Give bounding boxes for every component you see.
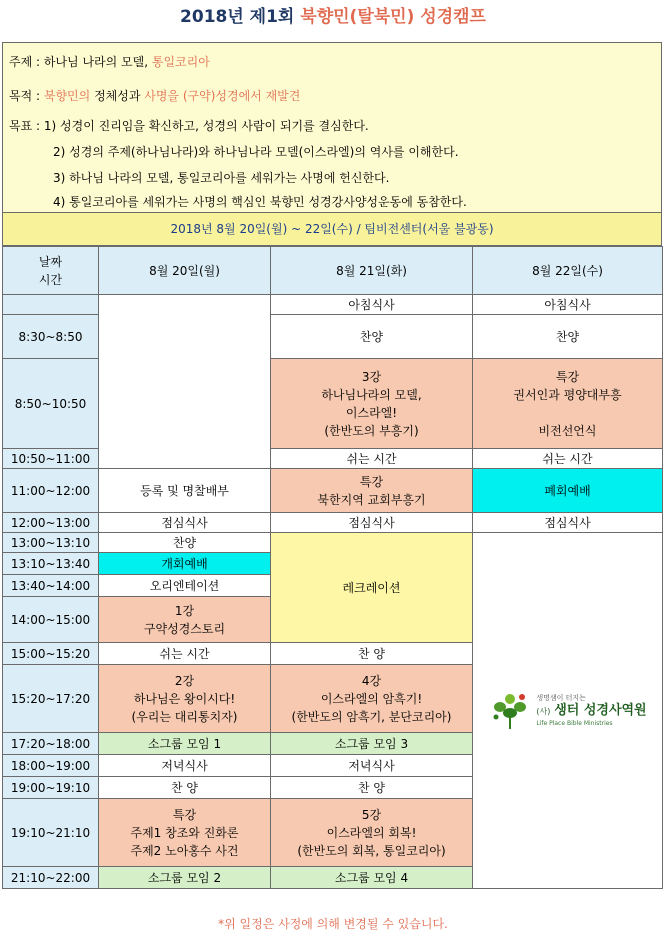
day2-group4: 소그룹 모임 4: [271, 867, 473, 889]
time-cell: 19:10~21:10: [3, 799, 99, 867]
day3-break: 쉬는 시간: [473, 449, 663, 469]
logo-text: [536, 692, 646, 730]
day2-lecture5: [271, 799, 473, 867]
day1-special-label: 특강: [172, 807, 197, 822]
lecture2-num: 2강: [174, 673, 195, 688]
lecture5-note: (한반도의 회복, 통일코리아): [297, 843, 446, 858]
corner-time: 시간: [38, 272, 63, 287]
time-cell: 15:20~17:20: [3, 665, 99, 733]
logo-english: Life Place Bible Ministries: [536, 719, 613, 727]
table-row: [3, 295, 663, 315]
day1-opening: 개회예배: [99, 553, 271, 575]
purpose-mid: 정체성과: [90, 89, 145, 103]
day2-group3: 소그룹 모임 3: [271, 733, 473, 755]
goal-label: 목표 :: [9, 119, 41, 133]
table-row: [3, 469, 663, 513]
lecture3-subtitle: 이스라엘!: [345, 405, 398, 420]
day3-lunch: 점심식사: [473, 513, 663, 533]
theme-line: [9, 53, 210, 70]
page-title: [0, 0, 666, 36]
lecture3-title: 하나님나라의 모델,: [321, 387, 422, 402]
day3-breakfast: 아침식사: [473, 295, 663, 315]
time-cell: 8:30~8:50: [3, 315, 99, 359]
info-box: [2, 42, 662, 212]
day3-logo-cell: [473, 533, 663, 889]
day2-break: 쉬는 시간: [271, 449, 473, 469]
lecture5-title: 이스라엘의 회복!: [326, 825, 417, 840]
goal-3: 3) 하나님 나라의 모델, 통일코리아를 세워가는 사명에 헌신한다.: [53, 171, 390, 185]
day2-breakfast: 아침식사: [271, 295, 473, 315]
logo-name: 생터 성경사역원: [554, 702, 647, 718]
day2-lecture3: [271, 359, 473, 449]
table-row: [3, 533, 663, 553]
time-cell: 19:00~19:10: [3, 777, 99, 799]
day3-special: [473, 359, 663, 449]
purpose-red2: 사명을 (구약)성경에서 재발견: [144, 89, 301, 103]
lecture1-title: 구약성경스토리: [143, 621, 226, 636]
theme-label: 주제 :: [9, 55, 41, 69]
purpose-red1: 북향민의: [43, 89, 91, 103]
header-day2: 8월 21일(화): [271, 247, 473, 295]
goal-2: 2) 성경의 주제(하나님나라)와 하나님나라 모델(이스라엘)의 역사를 이해한다.: [53, 145, 459, 159]
schedule-table: [2, 246, 663, 889]
lecture2-note: (우리는 대리통치자): [131, 709, 238, 724]
theme-red: 통일코리아: [151, 55, 210, 69]
day1-group2: 소그룹 모임 2: [99, 867, 271, 889]
table-header-row: [3, 247, 663, 295]
day3-vision: 비전선언식: [538, 423, 597, 438]
day1-lecture2: [99, 665, 271, 733]
day3-special-title: 권서인과 평양대부흥: [513, 387, 622, 402]
logo-prefix: (사): [536, 706, 551, 716]
day1-orientation: 오리엔테이션: [99, 575, 271, 597]
day2-praise: 찬양: [271, 315, 473, 359]
purpose-label: 목적 :: [9, 89, 41, 103]
table-row: [3, 513, 663, 533]
day1-lunch: 점심식사: [99, 513, 271, 533]
day1-praise2: 찬 양: [99, 777, 271, 799]
time-cell: 21:10~22:00: [3, 867, 99, 889]
time-cell: 14:00~15:00: [3, 597, 99, 643]
lecture3-num: 3강: [361, 369, 382, 384]
time-cell: 18:00~19:00: [3, 755, 99, 777]
day3-closing: 폐회예배: [473, 469, 663, 513]
day1-lecture1: [99, 597, 271, 643]
date-band: 2018년 8월 20일(월) ~ 22일(수) / 팀비전센터(서울 불광동): [2, 212, 662, 246]
lecture2-title: 하나님은 왕이시다!: [133, 691, 236, 706]
lecture4-title: 이스라엘의 암흑기!: [320, 691, 423, 706]
spacer: [473, 404, 662, 422]
time-cell: 10:50~11:00: [3, 449, 99, 469]
time-cell: 15:00~15:20: [3, 643, 99, 665]
day1-break: 쉬는 시간: [99, 643, 271, 665]
theme-text: 하나님 나라의 모델,: [43, 55, 152, 69]
day1-dinner: 저녁식사: [99, 755, 271, 777]
day2-praise2: 찬 양: [271, 643, 473, 665]
corner-date: 날짜: [38, 254, 63, 269]
header-day3: 8월 22일(수): [473, 247, 663, 295]
day2-lecture4: [271, 665, 473, 733]
time-cell: 17:20~18:00: [3, 733, 99, 755]
day2-special-title: 북한지역 교회부흥기: [317, 492, 426, 507]
time-cell: 11:00~12:00: [3, 469, 99, 513]
day1-registration: 등록 및 명찰배부: [99, 469, 271, 513]
lecture4-num: 4강: [361, 673, 382, 688]
time-cell: 8:50~10:50: [3, 359, 99, 449]
day3-praise: 찬양: [473, 315, 663, 359]
lecture3-note: (한반도의 부흥기): [324, 423, 419, 438]
leaf-logo-icon: [488, 691, 532, 731]
day2-special-label: 특강: [359, 474, 384, 489]
header-corner: [3, 247, 99, 295]
title-part1: 2018년 제1회: [180, 7, 301, 27]
purpose-line: [9, 87, 300, 104]
time-cell: 13:10~13:40: [3, 553, 99, 575]
lecture1-num: 1강: [174, 603, 195, 618]
title-part2: 북향민(탈북민) 성경캠프: [300, 7, 486, 27]
day2-dinner: 저녁식사: [271, 755, 473, 777]
day1-special-topic2: 주제2 노아홍수 사건: [130, 843, 239, 858]
day2-special: [271, 469, 473, 513]
time-cell: 13:40~14:00: [3, 575, 99, 597]
day1-praise: 찬양: [99, 533, 271, 553]
day1-special-topic1: 주제1 창조와 진화론: [130, 825, 239, 840]
time-cell-empty: [3, 295, 99, 315]
change-notice: *위 일정은 사정에 의해 변경될 수 있습니다.: [218, 917, 448, 931]
goal-1: 1) 성경이 진리임을 확신하고, 성경의 사람이 되기를 결심한다.: [43, 119, 369, 133]
day2-recreation: 레크레이션: [271, 533, 473, 643]
ministry-logo: [473, 691, 662, 731]
header-day1: 8월 20일(월): [99, 247, 271, 295]
day1-empty-morning: [99, 295, 271, 469]
goal-4: 4) 통일코리아를 세워가는 사명의 핵심인 북향민 성경강사양성운동에 동참한다.: [53, 195, 467, 209]
time-cell: 13:00~13:10: [3, 533, 99, 553]
lecture5-num: 5강: [361, 807, 382, 822]
lecture4-note: (한반도의 암흑기, 분단코리아): [291, 709, 452, 724]
goal-line-1: [9, 117, 369, 134]
logo-tagline: 생명샘이 터지는: [536, 693, 586, 702]
day3-special-label: 특강: [555, 369, 580, 384]
day1-special: [99, 799, 271, 867]
time-cell: 12:00~13:00: [3, 513, 99, 533]
day2-praise3: 찬 양: [271, 777, 473, 799]
day1-group1: 소그룹 모임 1: [99, 733, 271, 755]
day2-lunch: 점심식사: [271, 513, 473, 533]
